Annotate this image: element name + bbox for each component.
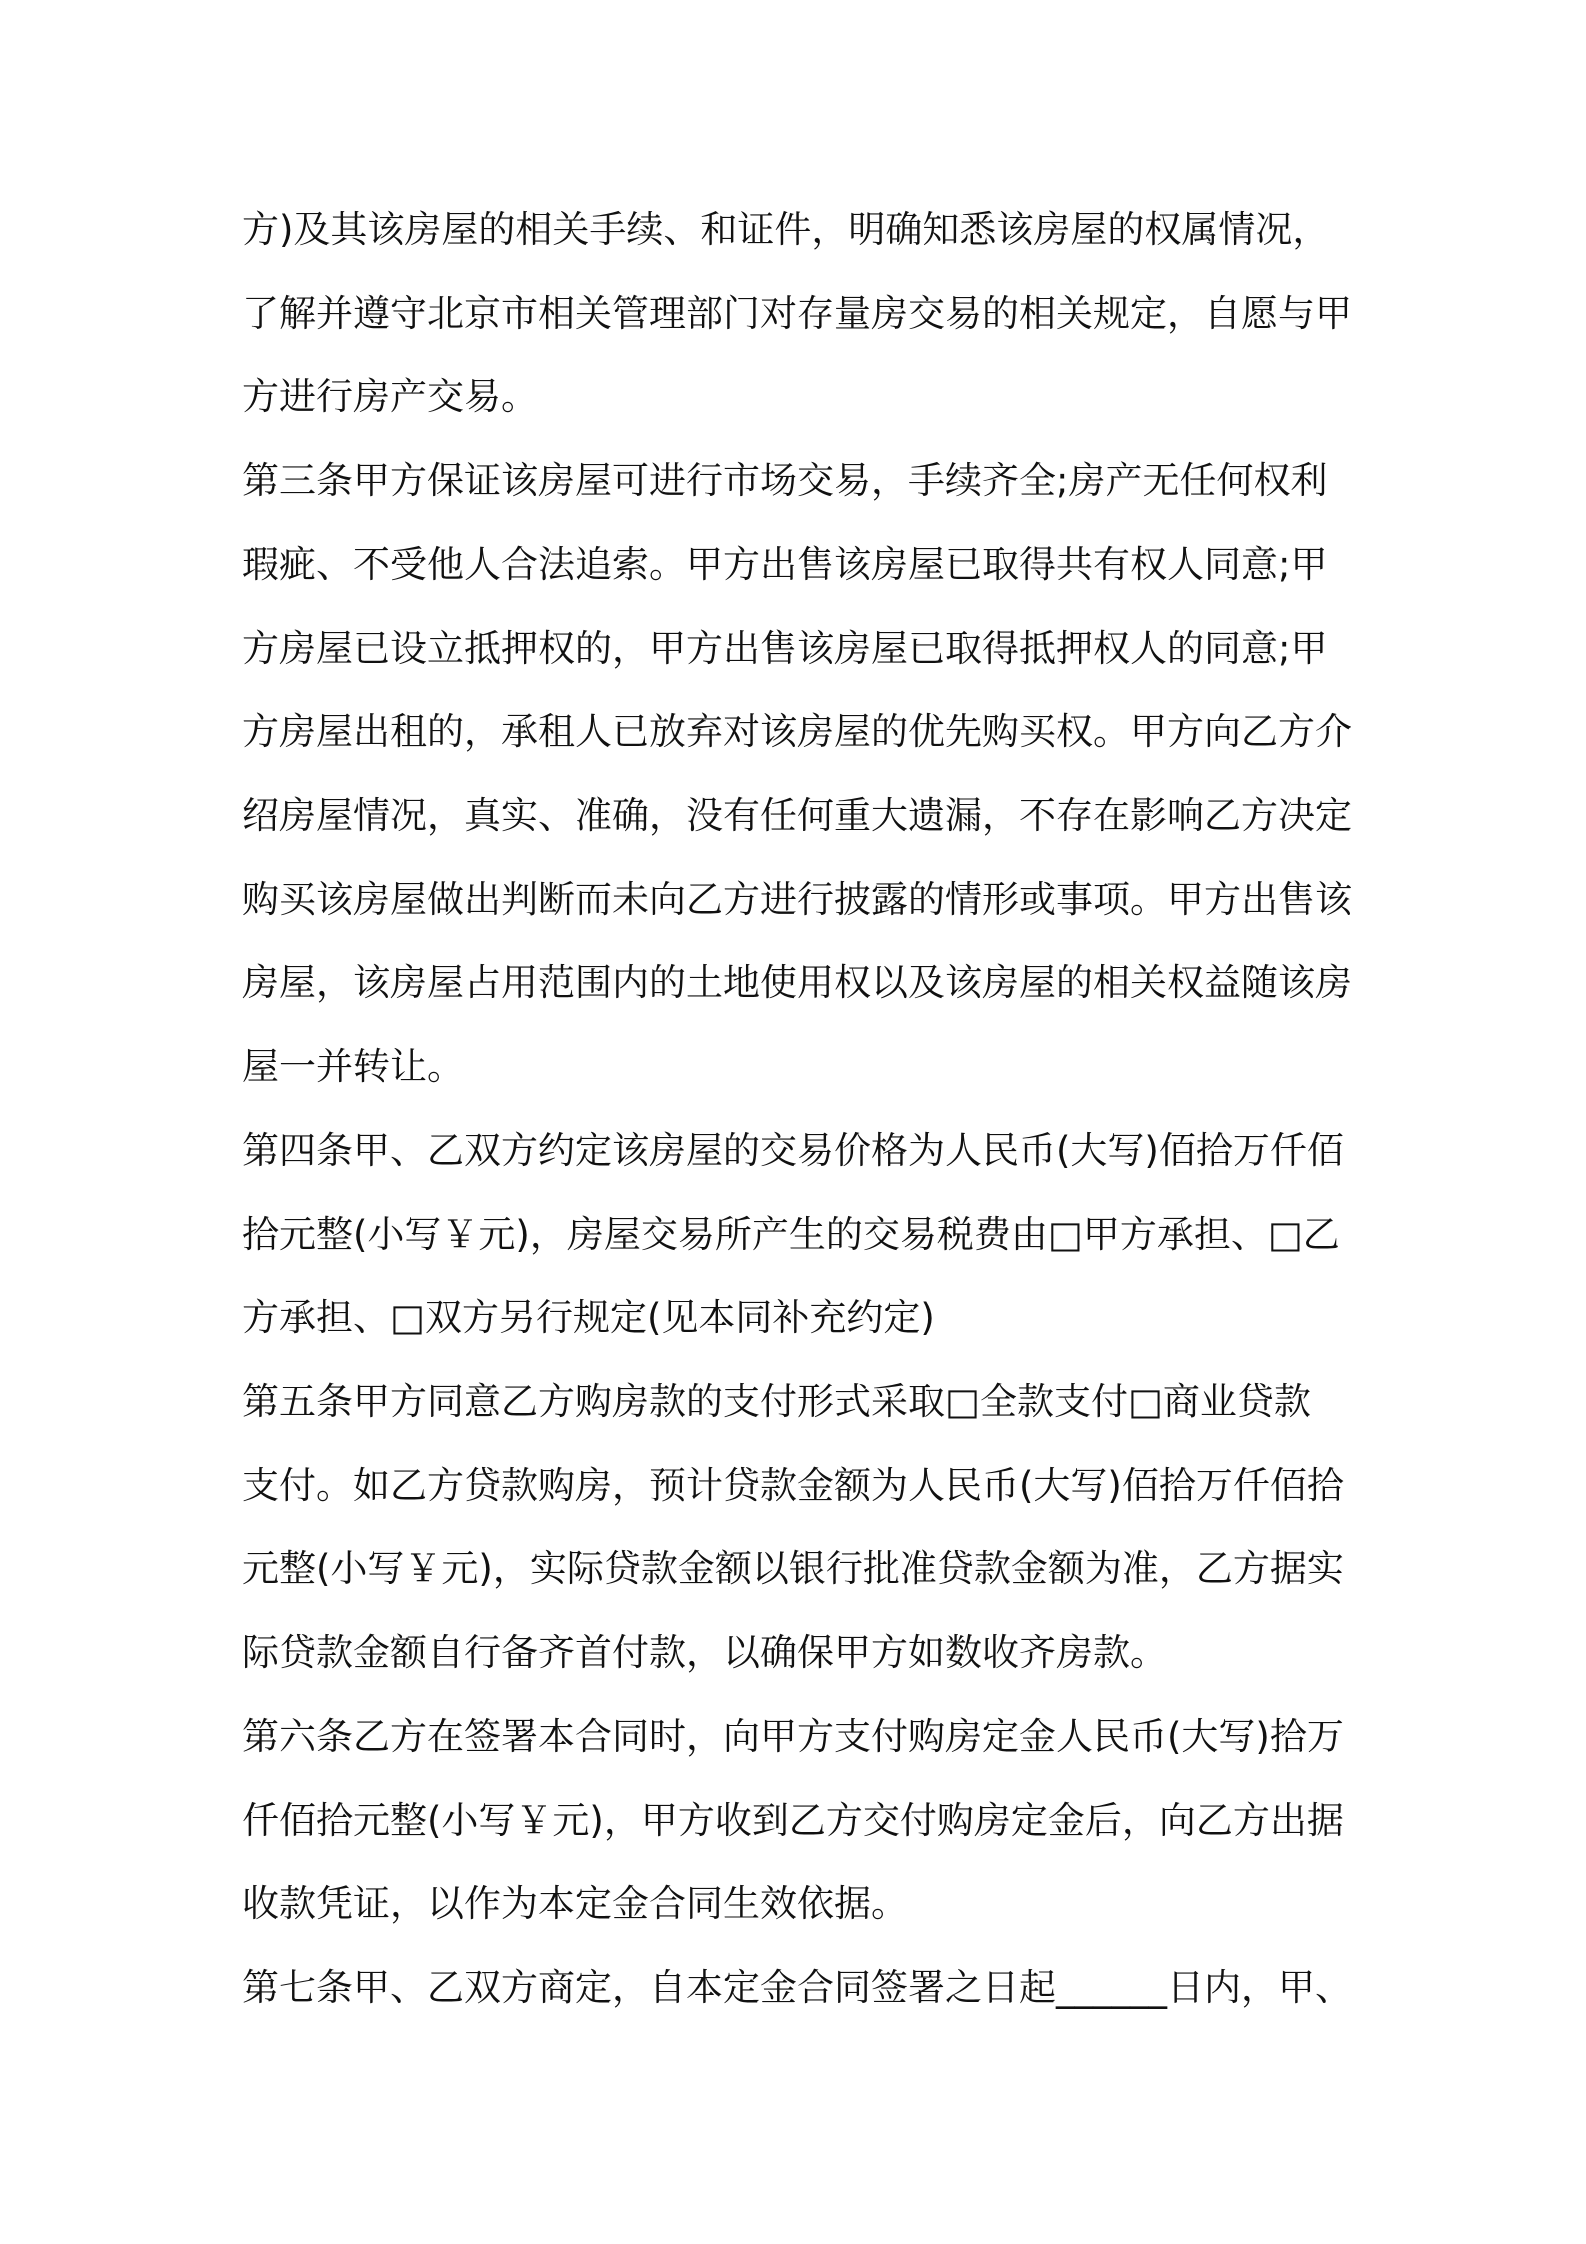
text-line: 元整(小写￥元)，实际贷款金额以银行批准贷款金额为准，乙方据实 (242, 1547, 1344, 1590)
text-line: 第五条甲方同意乙方购房款的支付形式采取□全款支付□商业贷款 (242, 1380, 1311, 1423)
text-line: 第七条甲、乙双方商定，自本定金合同签署之日起______日内，甲、 (242, 1966, 1352, 2009)
text-line: 拾元整(小写￥元)，房屋交易所产生的交易税费由□甲方承担、□乙 (242, 1213, 1340, 1256)
text-line: 方房屋已设立抵押权的，甲方出售该房屋已取得抵押权人的同意;甲 (242, 627, 1328, 670)
text-line: 仟佰拾元整(小写￥元)，甲方收到乙方交付购房定金后，向乙方出据 (242, 1799, 1344, 1842)
text-line: 方)及其该房屋的相关手续、和证件，明确知悉该房屋的权属情况， (242, 208, 1330, 251)
text-line: 第六条乙方在签署本合同时，向甲方支付购房定金人民币(大写)拾万 (242, 1715, 1344, 1758)
text-line: 收款凭证，以作为本定金合同生效依据。 (242, 1882, 908, 1925)
text-line: 第四条甲、乙双方约定该房屋的交易价格为人民币(大写)佰拾万仟佰 (242, 1129, 1344, 1172)
text-line: 第三条甲方保证该房屋可进行市场交易，手续齐全;房产无任何权利 (242, 459, 1328, 502)
text-line: 了解并遵守北京市相关管理部门对存量房交易的相关规定，自愿与甲 (242, 292, 1352, 335)
text-line: 购买该房屋做出判断而未向乙方进行披露的情形或事项。甲方出售该 (242, 878, 1352, 921)
text-line: 屋一并转让。 (242, 1045, 464, 1088)
text-line: 际贷款金额自行备齐首付款，以确保甲方如数收齐房款。 (242, 1631, 1167, 1674)
text-line: 方房屋出租的，承租人已放弃对该房屋的优先购买权。甲方向乙方介 (242, 710, 1352, 753)
text-line: 房屋，该房屋占用范围内的土地使用权以及该房屋的相关权益随该房 (242, 961, 1352, 1004)
text-line: 方承担、□双方另行规定(见本同补充约定) (242, 1296, 935, 1339)
text-line: 瑕疵、不受他人合法追索。甲方出售该房屋已取得共有权人同意;甲 (242, 543, 1328, 586)
text-line: 方进行房产交易。 (242, 375, 538, 418)
text-line: 支付。如乙方贷款购房，预计贷款金额为人民币(大写)佰拾万仟佰拾 (242, 1464, 1344, 1507)
text-line: 绍房屋情况，真实、准确，没有任何重大遗漏，不存在影响乙方决定 (242, 794, 1352, 837)
